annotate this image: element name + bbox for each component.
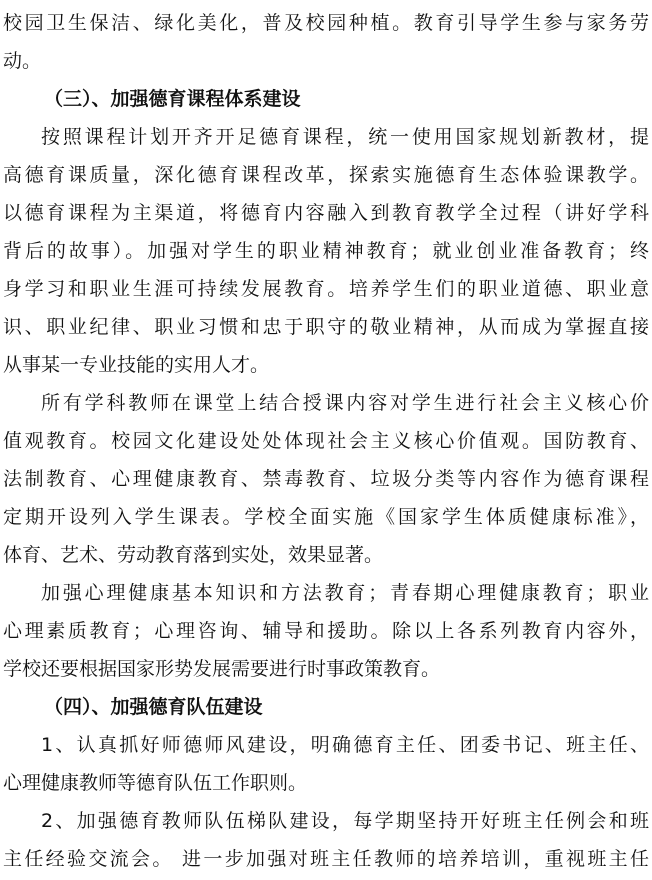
text-line: 动。 (3, 50, 42, 72)
paragraph-line: 学校还要根据国家形势发展需要进行时事政策教育。 (3, 658, 441, 680)
paragraph-line: 背后的故事）。加强对学生的职业精神教育；就业创业准备教育；终 (3, 240, 649, 262)
paragraph-line: 值观教育。校园文化建设处处体现社会主义核心价值观。国防教育、 (3, 430, 649, 452)
paragraph-line: 高德育课质量，深化德育课程改革，探索实施德育生态体验课教学。 (3, 164, 649, 186)
paragraph-line: 所有学科教师在课堂上结合授课内容对学生进行社会主义核心价 (41, 392, 649, 414)
list-item-line: 心理健康教师等德育队伍工作职则。 (3, 772, 308, 794)
paragraph-line: 识、职业纪律、职业习惯和忠于职守的敬业精神，从而成为掌握直接 (3, 316, 649, 338)
paragraph-line: 定期开设列入学生课表。学校全面实施《国家学生体质健康标准》， (3, 506, 649, 528)
text-line: 校园卫生保洁、绿化美化，普及校园种植。教育引导学生参与家务劳 (3, 12, 649, 34)
paragraph-line: 心理素质教育；心理咨询、辅导和援助。除以上各系列教育内容外， (3, 620, 649, 642)
paragraph-line: 加强心理健康基本知识和方法教育；青春期心理健康教育；职业 (41, 582, 649, 604)
section-heading: （四）、加强德育队伍建设 (44, 696, 263, 718)
paragraph-line: 体育、艺术、劳动教育落到实处，效果显著。 (3, 544, 384, 566)
paragraph-line: 法制教育、心理健康教育、禁毒教育、垃圾分类等内容作为德育课程 (3, 468, 649, 490)
list-item-line: 2、加强德育教师队伍梯队建设，每学期坚持开好班主任例会和班 (41, 810, 649, 832)
paragraph-line: 以德育课程为主渠道，将德育内容融入到教育教学全过程（讲好学科 (3, 202, 649, 224)
paragraph-line: 身学习和职业生涯可持续发展教育。培养学生们的职业道德、职业意 (3, 278, 649, 300)
paragraph-line: 从事某一专业技能的实用人才。 (3, 354, 270, 376)
paragraph-line: 按照课程计划开齐开足德育课程，统一使用国家规划新教材，提 (41, 126, 649, 148)
list-item-line: 1、认真抓好师德师风建设，明确德育主任、团委书记、班主任、 (41, 734, 649, 756)
section-heading: （三）、加强德育课程体系建设 (44, 88, 301, 110)
list-item-line: 主任经验交流会。 进一步加强对班主任教师的培养培训，重视班主任 (3, 848, 649, 870)
